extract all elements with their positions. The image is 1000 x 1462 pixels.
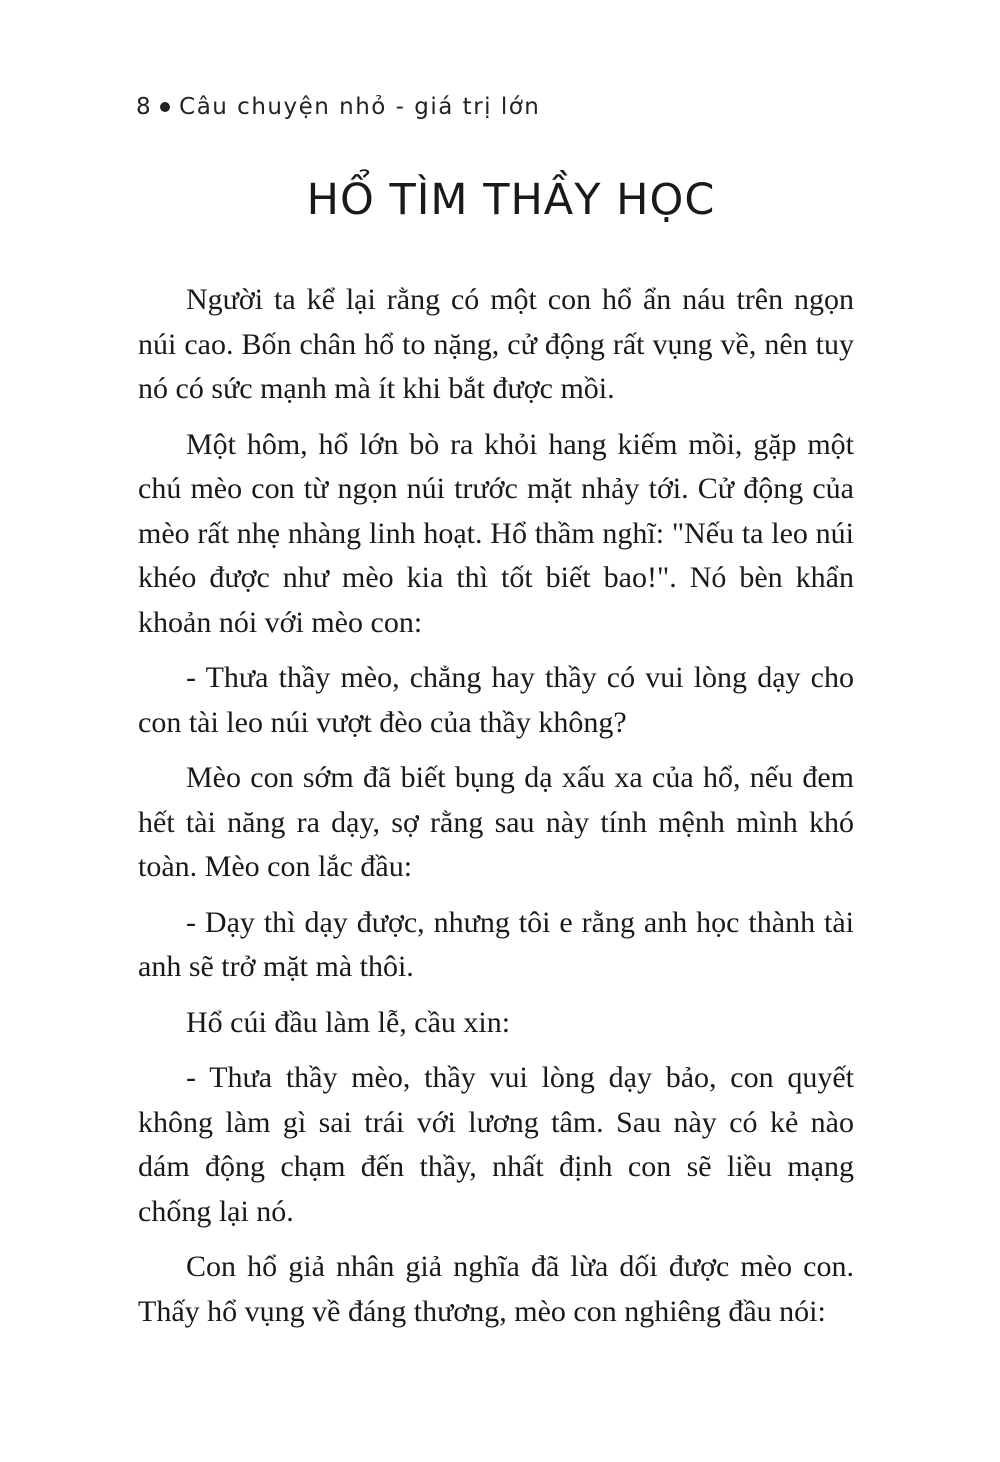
paragraph-1: Người ta kể lại rằng có một con hổ ẩn náu trên ngọn núi cao. Bốn chân hổ to nặng, cử động rất vụng về, nên tuy nó có sức mạnh mà ít khi bắt được mồi. [138,283,854,405]
story-body [138,278,854,1345]
page-number: 8 [136,94,153,120]
chapter-title: HỔ TÌM THẦY HỌC [306,175,716,225]
running-head [136,94,540,120]
paragraph-3: - Thưa thầy mèo, chẳng hay thầy có vui lòng dạy cho con tài leo núi vượt đèo của thầy không? [138,661,854,739]
book-title: Câu chuyện nhỏ - giá trị lớn [179,94,541,120]
paragraph-2: Một hôm, hổ lớn bò ra khỏi hang kiếm mồi, gặp một chú mèo con từ ngọn núi trước mặt nhảy tới. Cử động của mèo rất nhẹ nhàng linh hoạt. Hổ thầm nghĩ: "Nếu ta leo núi khéo được như mèo kia thì tốt biết bao!". Nó bèn khẩn khoản nói với mèo con: [138,427,854,639]
bullet-separator-icon [160,102,170,112]
paragraph-5: - Dạy thì dạy được, nhưng tôi e rằng anh học thành tài anh sẽ trở mặt mà thôi. [138,905,854,983]
paragraph-8: Con hổ giả nhân giả nghĩa đã lừa dối được mèo con. Thấy hổ vụng về đáng thương, mèo con nghiêng đầu nói: [138,1250,854,1328]
paragraph-6: Hổ cúi đầu làm lễ, cầu xin: [186,1005,511,1039]
paragraph-7: - Thưa thầy mèo, thầy vui lòng dạy bảo, con quyết không làm gì sai trái với lương tâm. Sau này có kẻ nào dám động chạm đến thầy, nhất định con sẽ liều mạng chống lại nó. [138,1061,854,1228]
paragraph-4: Mèo con sớm đã biết bụng dạ xấu xa của hổ, nếu đem hết tài năng ra dạy, sợ rằng sau này tính mệnh mình khó toàn. Mèo con lắc đầu: [138,761,854,883]
